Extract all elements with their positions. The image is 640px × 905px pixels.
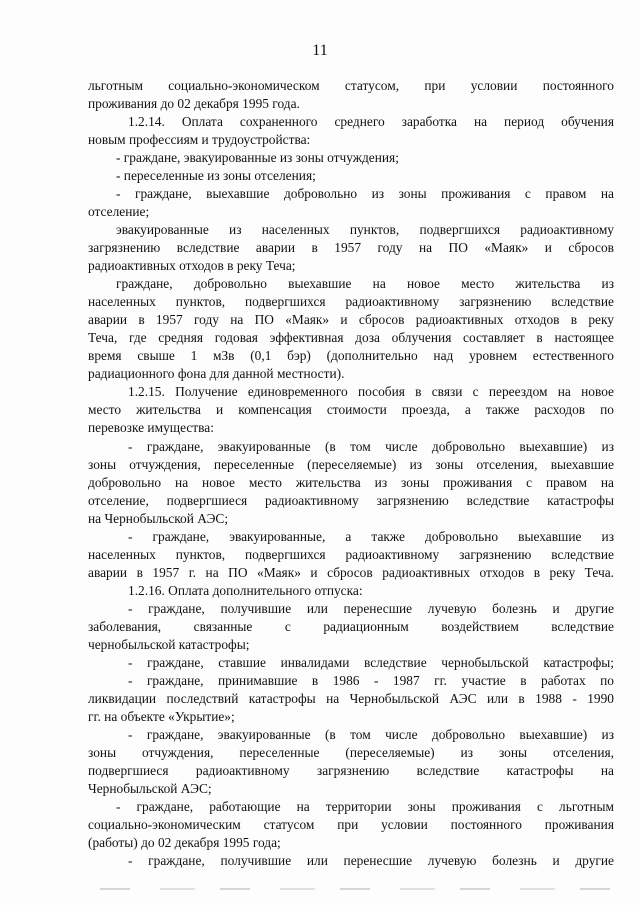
section-heading-1-2-15: 1.2.15. Получение единовременного пособия в связи с переездом на новое [128,384,614,400]
text-line: добровольно на новое место жительства из зоны проживания с правом на [88,474,614,490]
page-number: 11 [312,42,328,59]
text-line: время свыше 1 мЗв (0,1 бэр) (дополнительно над уровнем естественного [88,348,614,364]
text-line: ликвидации последствий катастрофы на Чернобыльской АЭС или в 1988 - 1990 [88,690,614,706]
list-item: - граждане, получившие или перенесшие лучевую болезнь и другие [128,600,614,616]
text-line: гг. на объекте «Укрытие»; [88,708,235,724]
list-item: - граждане, работающие на территории зоны проживания с льготным [116,798,614,814]
text-line: социально-экономическим статусом при условии постоянного проживания [88,817,614,832]
text-line: населенных пунктов, подвергшихся радиоактивному загрязнению вследствие [88,546,614,562]
text-line: подвергшиеся радиоактивному загрязнению вследствие катастрофы на [88,762,614,778]
text-line: радиоактивных отходов в реку Теча; [88,258,296,274]
text-line: перевозке имущества: [88,420,214,436]
text-line: отселение; [88,204,150,220]
text-line: новым профессиям и трудоустройства: [88,132,311,148]
text-line: Теча, где средняя годовая эффективная доза облучения составляет в настоящее [88,330,614,346]
text-line: место жительства и компенсация стоимости проезда, а также расходов по [88,402,614,418]
text-line: населенных пунктов, подвергшихся радиоактивному загрязнению вследствие [88,294,614,310]
text-line: заболевания, связанные с радиационным воздействием вследствие [88,618,614,634]
list-item: - граждане, эвакуированные из зоны отчуждения; [116,150,399,166]
text-line: чернобыльской катастрофы; [88,636,250,652]
list-item: эвакуированные из населенных пунктов, подвергшихся радиоактивному [116,222,614,238]
text-line: радиационного фона для данной местности). [88,366,345,382]
text-line: льготным социально-экономическом статусом, при условии постоянного [88,78,614,93]
text-line: на Чернобыльской АЭС; [88,510,229,526]
list-item: граждане, добровольно выехавшие на новое место жительства из [116,276,614,292]
text-line: (работы) до 02 декабря 1995 года; [88,835,281,850]
list-item: - граждане, принимавшие в 1986 - 1987 гг. участие в работах по [128,672,614,688]
list-item: - граждане, получившие или перенесшие лучевую болезнь и другие [128,853,614,868]
list-item: - переселенные из зоны отселения; [116,168,316,184]
list-item: - граждане, эвакуированные (в том числе добровольно выехавшие) из [128,438,614,454]
text-line: зоны отчуждения, переселенные (переселяемые) из зоны отселения, [88,744,614,760]
text-line: отселение, подвергшиеся радиоактивному загрязнению вследствие катастрофы [88,492,614,508]
list-item: - граждане, ставшие инвалидами вследствие чернобыльской катастрофы; [128,654,614,670]
text-line: аварии в 1957 г. на ПО «Маяк» и сбросов радиоактивных отходов в реку Теча. [88,564,614,580]
text-line: проживания до 02 декабря 1995 года. [88,96,300,111]
list-item: - граждане, эвакуированные, а также добровольно выехавшие из [128,528,614,544]
text-line: Чернобыльской АЭС; [88,780,212,796]
text-line: аварии в 1957 году на ПО «Маяк» и сбросов радиоактивных отходов в реку [88,312,614,328]
text-line: загрязнению вследствие аварии в 1957 году на ПО «Маяк» и сбросов [88,240,614,256]
scan-edge-artifact [100,888,620,890]
list-item: - граждане, эвакуированные (в том числе добровольно выехавшие) из [128,726,614,742]
text-line: зоны отчуждения, переселенные (переселяемые) из зоны отселения, выехавшие [88,456,614,472]
section-heading-1-2-16: 1.2.16. Оплата дополнительного отпуска: [128,582,363,598]
list-item: - граждане, выехавшие добровольно из зоны проживания с правом на [116,186,614,202]
section-heading-1-2-14: 1.2.14. Оплата сохраненного среднего заработка на период обучения [128,114,614,129]
